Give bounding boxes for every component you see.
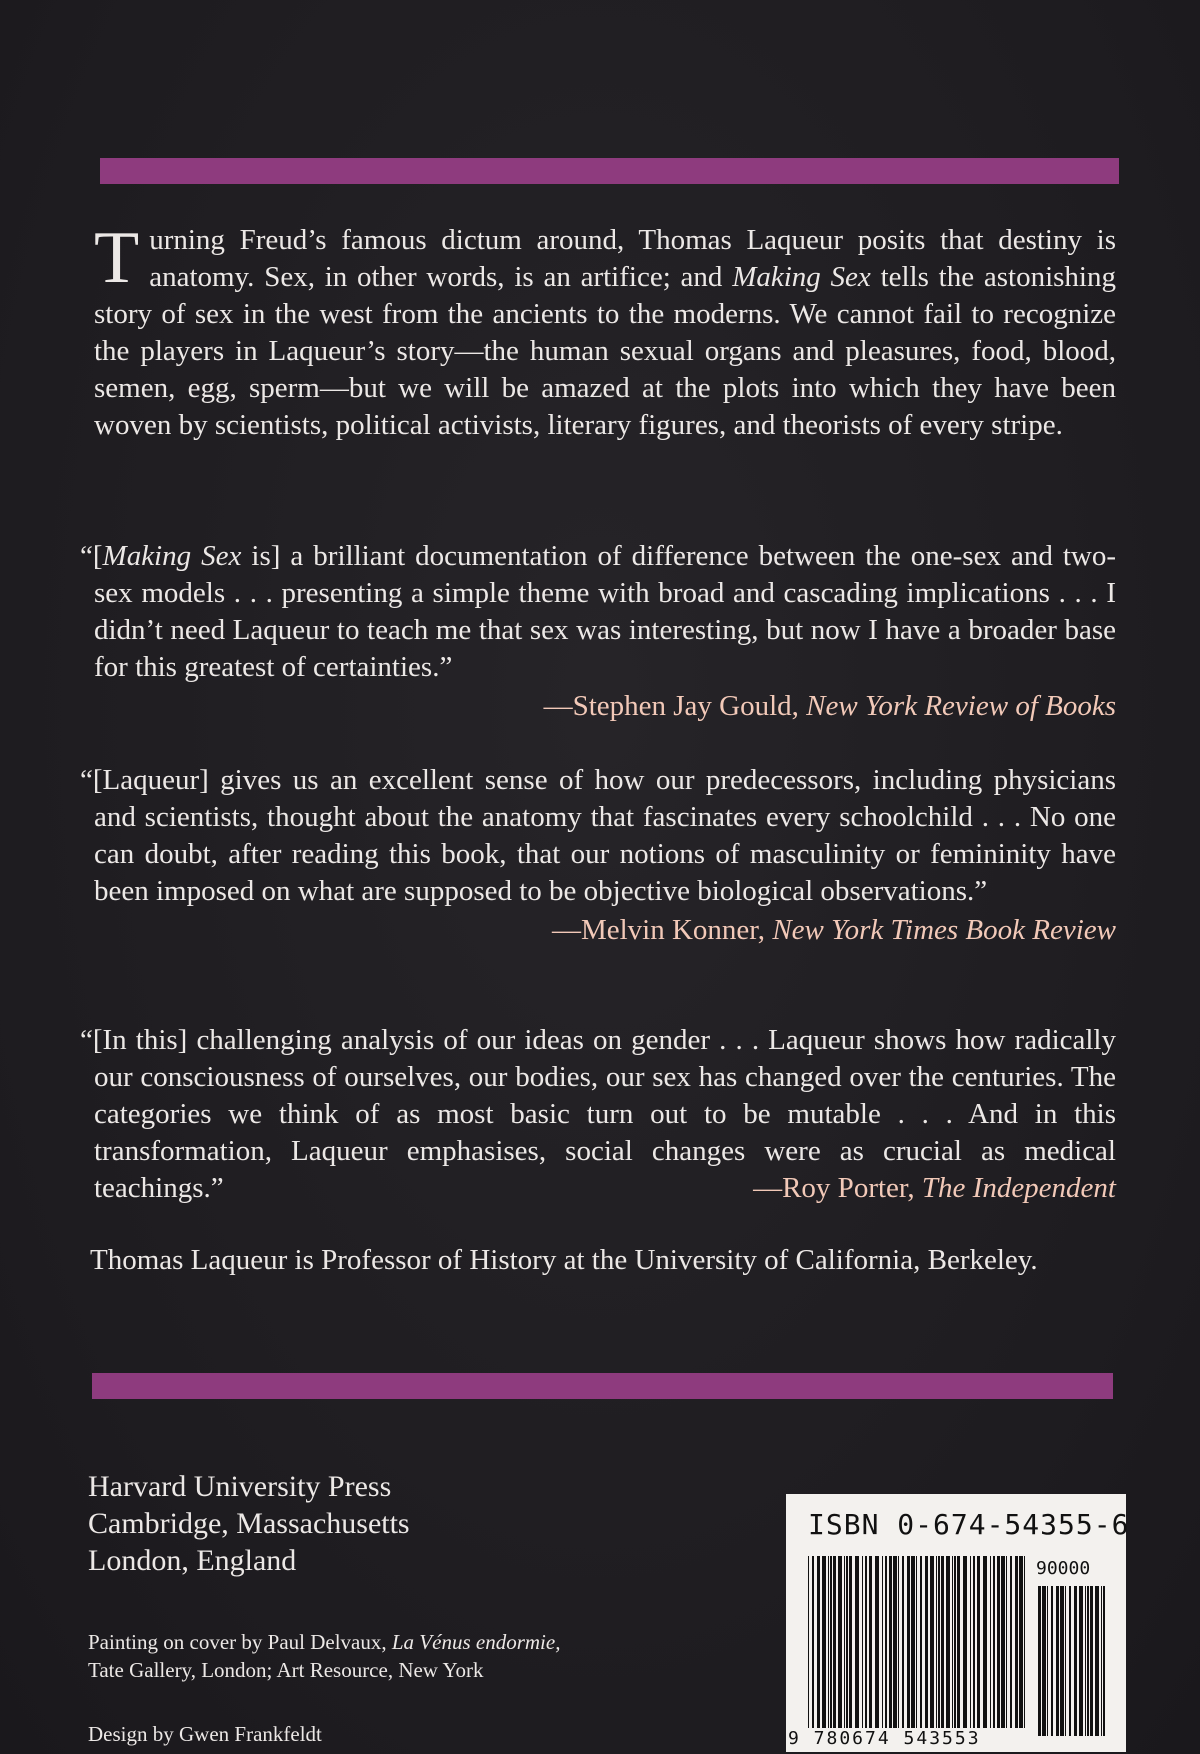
credit-painting-title: La Vénus endormie, <box>391 1630 561 1654</box>
design-credit: Design by Gwen Frankfeldt <box>88 1722 322 1746</box>
barcode-bar <box>977 1556 980 1728</box>
barcode-bar <box>911 1556 915 1728</box>
quote-attribution <box>80 912 1116 949</box>
barcode-bar <box>885 1556 887 1728</box>
barcode-bar <box>1015 1556 1018 1728</box>
publisher-info <box>88 1468 410 1579</box>
barcode-bar <box>983 1556 987 1728</box>
barcode-bar <box>1087 1586 1089 1736</box>
barcode-bar <box>1042 1586 1046 1736</box>
barcode-bar <box>925 1556 928 1728</box>
barcode-bar <box>828 1556 829 1728</box>
barcode-bar <box>963 1556 967 1728</box>
barcode-bar <box>1079 1586 1083 1736</box>
barcode-bar <box>1047 1586 1048 1736</box>
barcode-bar <box>1024 1556 1025 1728</box>
barcode-bar <box>1085 1586 1086 1736</box>
barcode-bar <box>907 1556 910 1728</box>
barcode-bar <box>920 1556 922 1728</box>
barcode-bar <box>817 1556 820 1728</box>
quote-author: —Stephen Jay Gould, <box>543 690 807 722</box>
addon-barcode <box>1038 1586 1106 1736</box>
drop-cap: T <box>94 217 140 299</box>
barcode-bar <box>1019 1556 1023 1728</box>
barcode-bar <box>875 1556 879 1728</box>
publisher-name: Harvard University Press <box>88 1470 392 1503</box>
book-description <box>94 217 1116 444</box>
quote-source: The Independent <box>921 1172 1116 1204</box>
barcode-bar <box>973 1556 975 1728</box>
barcode-bar <box>893 1556 897 1728</box>
barcode-bar <box>869 1556 872 1728</box>
barcode-bar <box>862 1556 863 1728</box>
barcode-bar <box>1001 1556 1005 1728</box>
barcode-bar <box>1074 1586 1077 1736</box>
review-quote-gould <box>80 538 1116 725</box>
quote-source: New York Review of Books <box>806 690 1116 722</box>
quote-text: “[Laqueur] gives us an excellent sense of how our predecessors, including physicians and scientists, thought about the anatomy that fascinates every schoolchild . . . No one can doubt, after reading this book, that our notions of masculinity or femininity have been imposed on what are supposed to be objective biological observations.” <box>80 764 1116 907</box>
barcode-bar <box>902 1556 904 1728</box>
barcode-bar <box>865 1556 867 1728</box>
barcode-bar <box>1056 1586 1059 1736</box>
barcode-bar <box>938 1556 940 1728</box>
barcode-bar <box>838 1556 842 1728</box>
ean-barcode <box>808 1556 1028 1736</box>
quote-attribution <box>80 688 1116 725</box>
barcode-bar <box>1051 1586 1053 1736</box>
barcode-bar <box>997 1556 1000 1728</box>
quote-author: —Roy Porter, <box>753 1172 922 1204</box>
barcode-bar <box>1069 1586 1071 1736</box>
review-quote-konner <box>80 762 1116 949</box>
barcode-bar <box>808 1556 809 1728</box>
barcode-bar <box>916 1556 917 1728</box>
author-bio: Thomas Laqueur is Professor of History at the University of California, Berkeley. <box>90 1244 1038 1276</box>
price-addon-number: 90000 <box>1036 1558 1091 1579</box>
quote-open: “[ <box>80 540 103 572</box>
barcode-bar <box>889 1556 892 1728</box>
description-text-a: urning Freud’s famous dictum around, Thomas Laqueur posits that destiny is anatomy. Sex, in other words, is an artifice; and <box>149 224 1116 293</box>
barcode-bar <box>970 1556 971 1728</box>
barcode-bar <box>1095 1586 1099 1736</box>
barcode-bar <box>855 1556 859 1728</box>
barcode-bar <box>822 1556 826 1728</box>
barcode-bar <box>1010 1556 1012 1728</box>
quote-author: —Melvin Konner, <box>551 914 773 946</box>
barcode-bar <box>882 1556 883 1728</box>
barcode-bar <box>946 1556 950 1728</box>
description-text-b: tells the astonishing story of sex in the west from the ancients to the moderns. We cannot fail to recognize the players in Laqueur’s story—the human sexual organs and pleasures, food, blood, semen, egg, sperm—but we will be amazed at the plots into which they have been woven by scientists, political activists, literary figures, and theorists of every stripe. <box>94 261 1116 441</box>
barcode-bar <box>830 1556 832 1728</box>
barcode-bar <box>833 1556 836 1728</box>
barcode-bar <box>1090 1586 1093 1736</box>
barcode-bar <box>1103 1586 1105 1736</box>
barcode-bar <box>993 1556 995 1728</box>
barcode-bar <box>930 1556 934 1728</box>
quote-italic-title: Making Sex <box>102 540 242 572</box>
barcode-bar <box>1101 1586 1102 1736</box>
description-title: Making Sex <box>732 261 871 293</box>
barcode-bar <box>952 1556 953 1728</box>
barcode-bar <box>898 1556 899 1728</box>
barcode-bar <box>846 1556 848 1728</box>
cover-credits <box>88 1628 560 1684</box>
credit-gallery: Tate Gallery, London; Art Resource, New York <box>88 1658 484 1682</box>
barcode-label <box>786 1494 1130 1752</box>
publisher-city: Cambridge, Massachusetts <box>88 1507 410 1540</box>
barcode-bar <box>1060 1586 1064 1736</box>
isbn-text: ISBN 0-674-54355-6 <box>808 1508 1130 1541</box>
barcode-bar <box>812 1556 814 1728</box>
barcode-bar <box>936 1556 937 1728</box>
quote-text: “[In this] challenging analysis of our ideas on gender . . . Laqueur shows how radically our consciousness of ourselves, our bodies, our sex has changed over the centuries. The categories we think of as most basic turn out to be mutable . . . And in this transformation, Laqueur emphasises, social changes were as crucial as medical teachings.” <box>80 1024 1116 1204</box>
barcode-bar <box>990 1556 991 1728</box>
barcode-bar <box>954 1556 956 1728</box>
bottom-accent-rule <box>92 1373 1113 1399</box>
quote-attribution <box>80 1170 1116 1207</box>
barcode-bar <box>1065 1586 1066 1736</box>
publisher-city-2: London, England <box>88 1544 297 1577</box>
ean-number: 9 780674 543553 <box>788 1728 981 1749</box>
barcode-bar <box>849 1556 852 1728</box>
top-accent-rule <box>100 158 1119 184</box>
review-quote-porter <box>80 1022 1116 1207</box>
barcode-bar <box>1006 1556 1007 1728</box>
credit-painter: Painting on cover by Paul Delvaux, <box>88 1630 392 1654</box>
barcode-bar <box>941 1556 944 1728</box>
quote-text: is] a brilliant documentation of difference between the one-sex and two-sex models . . . presenting a simple theme with broad and cascading implications . . . I didn’t need Laqueur to teach me that sex was interesting, but now I have a broader base for this greatest of certainties.” <box>94 540 1116 683</box>
quote-source: New York Times Book Review <box>772 914 1116 946</box>
barcode-bar <box>844 1556 845 1728</box>
barcode-bar <box>1038 1586 1041 1736</box>
barcode-bar <box>957 1556 960 1728</box>
